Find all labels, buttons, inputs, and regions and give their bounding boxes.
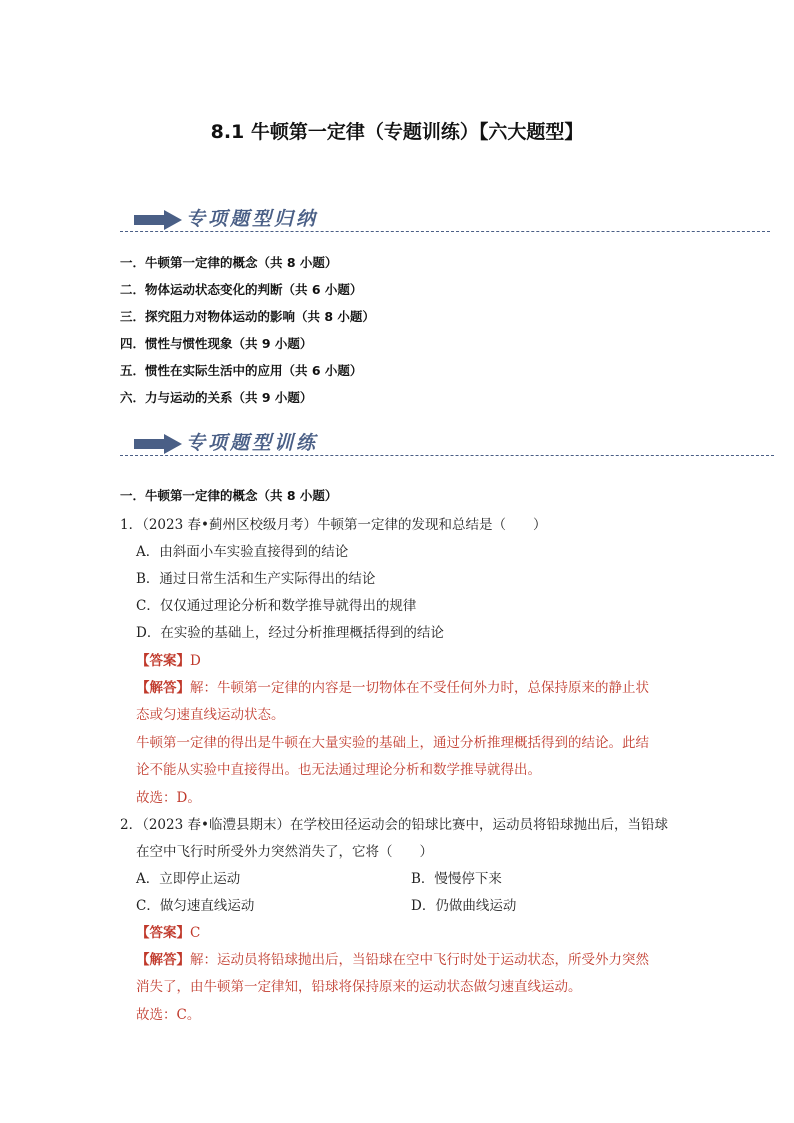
analysis-line: 消失了，由牛顿第一定律知，铅球将保持原来的运动状态做匀速直线运动。: [136, 979, 582, 995]
option-a[interactable]: A．立即停止运动: [136, 871, 241, 887]
dashed-divider: [120, 455, 774, 456]
option-d[interactable]: D．在实验的基础上，经过分析推理概括得到的结论: [136, 625, 444, 641]
option-d[interactable]: D．仍做曲线运动: [411, 898, 517, 914]
dashed-divider: [120, 231, 770, 232]
conclusion-line: 故选：C。: [136, 1007, 201, 1023]
analysis-line: [136, 676, 649, 696]
toc-item[interactable]: 一．牛顿第一定律的概念（共 8 小题）: [120, 255, 338, 270]
option-b[interactable]: B．慢慢停下来: [411, 871, 502, 887]
toc-item[interactable]: 四．惯性与惯性现象（共 9 小题）: [120, 336, 313, 351]
arrow-right-icon: [134, 434, 182, 454]
analysis-line: 态或匀速直线运动状态。: [136, 707, 285, 723]
banner-label: 专项题型训练: [186, 432, 319, 454]
option-c[interactable]: C．仅仅通过理论分析和数学推导就得出的规律: [136, 598, 417, 614]
banner-label: 专项题型归纳: [186, 208, 319, 230]
section-heading: 一．牛顿第一定律的概念（共 8 小题）: [120, 488, 338, 503]
question-stem: 2．（2023 春•临澧县期末）在学校田径运动会的铅球比赛中，运动员将铅球抛出后，当铅球: [120, 817, 668, 833]
toc-item[interactable]: 二．物体运动状态变化的判断（共 6 小题）: [120, 282, 363, 297]
answer-tag: 【答案】: [136, 925, 190, 941]
page-title: 8.1 牛顿第一定律（专题训练）【六大题型】: [210, 121, 584, 143]
option-c[interactable]: C．做匀速直线运动: [136, 898, 255, 914]
analysis-text: 解：牛顿第一定律的内容是一切物体在不受任何外力时，总保持原来的静止状: [190, 680, 649, 696]
option-b[interactable]: B．通过日常生活和生产实际得出的结论: [136, 571, 376, 587]
question-stem: 1．（2023 春•蓟州区校级月考）牛顿第一定律的发现和总结是（ ）: [120, 517, 547, 533]
answer-value: D: [190, 653, 201, 669]
jieda-tag: 【解答】: [136, 680, 190, 696]
toc-item[interactable]: 五．惯性在实际生活中的应用（共 6 小题）: [120, 363, 363, 378]
toc-item[interactable]: 三．探究阻力对物体运动的影响（共 8 小题）: [120, 309, 375, 324]
jieda-tag: 【解答】: [136, 952, 190, 968]
question-stem-cont: 在空中飞行时所受外力突然消失了，它将（ ）: [136, 844, 433, 860]
section-banner-training: [120, 424, 770, 464]
toc-item[interactable]: 六．力与运动的关系（共 9 小题）: [120, 390, 313, 405]
answer-line: [136, 921, 200, 941]
analysis-line: 牛顿第一定律的得出是牛顿在大量实验的基础上，通过分析推理概括得到的结论。此结: [136, 735, 649, 751]
analysis-line: [136, 948, 649, 968]
analysis-text: 解：运动员将铅球抛出后，当铅球在空中飞行时处于运动状态，所受外力突然: [190, 952, 649, 968]
conclusion-line: 故选：D。: [136, 790, 201, 806]
answer-value: C: [190, 925, 201, 941]
answer-line: [136, 649, 201, 669]
option-a[interactable]: A．由斜面小车实验直接得到的结论: [136, 544, 349, 560]
answer-tag: 【答案】: [136, 653, 190, 669]
section-banner-summary: [120, 200, 770, 240]
arrow-right-icon: [134, 210, 182, 230]
analysis-line: 论不能从实验中直接得出。也无法通过理论分析和数学推导就得出。: [136, 762, 541, 778]
